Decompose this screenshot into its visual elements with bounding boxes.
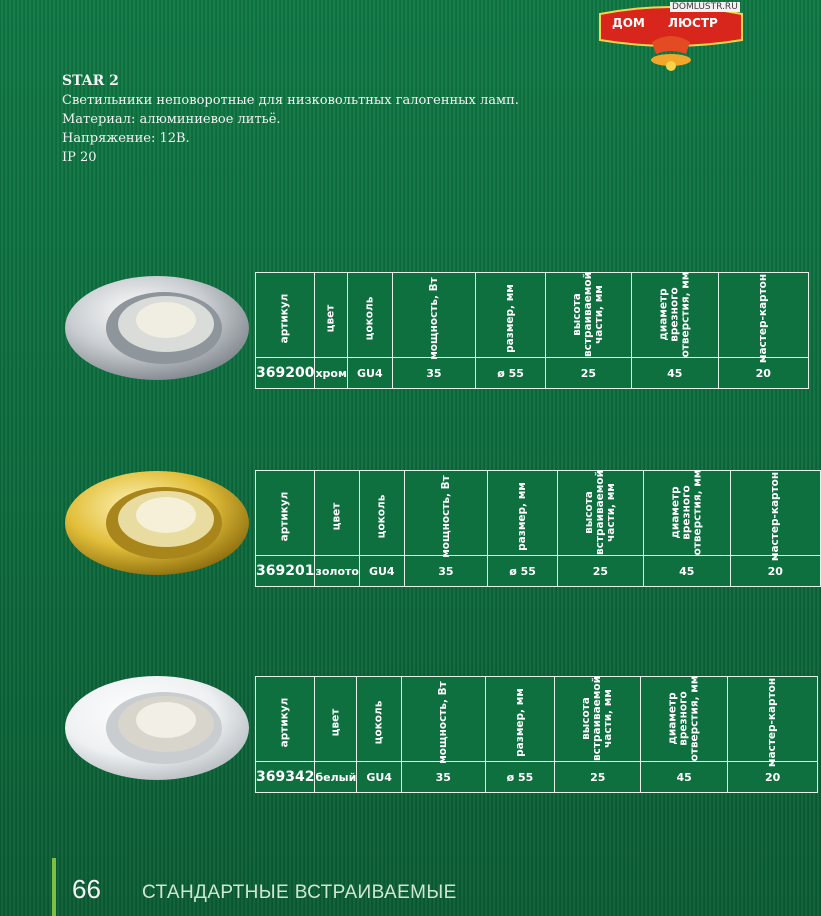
cell-size: ø 55 xyxy=(488,556,558,587)
col-color: цвет xyxy=(315,273,348,358)
series-title: STAR 2 xyxy=(62,73,119,89)
col-power: мощность, Вт xyxy=(392,273,476,358)
col-size: размер, мм xyxy=(485,677,555,762)
spec-data-row xyxy=(256,358,809,389)
col-height: высота встраиваемой части, мм xyxy=(557,471,643,556)
cell-size: ø 55 xyxy=(485,762,555,793)
col-article: артикул xyxy=(256,471,315,556)
cell-cutout: 45 xyxy=(643,556,730,587)
lamp-image-chrome xyxy=(62,270,252,390)
col-master-box: мастер-картон xyxy=(730,471,820,556)
cell-article: 369201 xyxy=(256,556,315,587)
material-line: Материал: алюминиевое литьё. xyxy=(62,112,281,127)
logo-word-right: ЛЮСТР xyxy=(668,16,718,30)
domlustr-logo xyxy=(596,4,746,72)
cell-master-box: 20 xyxy=(730,556,820,587)
spec-table-369200 xyxy=(255,272,809,389)
col-size: размер, мм xyxy=(476,273,546,358)
cell-power: 35 xyxy=(392,358,476,389)
col-article: артикул xyxy=(256,677,315,762)
col-cutout: диаметр врезного отверстия, мм xyxy=(641,677,728,762)
cell-color: белый xyxy=(315,762,357,793)
voltage-line: Напряжение: 12В. xyxy=(62,131,190,146)
col-socket: цоколь xyxy=(347,273,392,358)
col-color: цвет xyxy=(315,471,360,556)
section-title: СТАНДАРТНЫЕ ВСТРАИВАЕМЫЕ xyxy=(142,882,457,903)
col-power: мощность, Вт xyxy=(404,471,488,556)
product-description xyxy=(62,72,519,167)
spec-header-row xyxy=(256,677,818,762)
cell-socket: GU4 xyxy=(359,556,404,587)
cell-height: 25 xyxy=(555,762,641,793)
cell-color: золото xyxy=(315,556,360,587)
cell-socket: GU4 xyxy=(357,762,402,793)
cell-article: 369342 xyxy=(256,762,315,793)
cell-master-box: 20 xyxy=(718,358,808,389)
spec-table-369201 xyxy=(255,470,821,587)
spec-header-row xyxy=(256,471,821,556)
col-height: высота встраиваемой части, мм xyxy=(555,677,641,762)
spec-data-row xyxy=(256,556,821,587)
col-size: размер, мм xyxy=(488,471,558,556)
cell-article: 369200 xyxy=(256,358,315,389)
page-number: 66 xyxy=(72,874,101,904)
cell-power: 35 xyxy=(404,556,488,587)
spec-header-row xyxy=(256,273,809,358)
col-power: мощность, Вт xyxy=(401,677,485,762)
logo-word-left: ДОМ xyxy=(612,16,645,30)
spec-table-369342 xyxy=(255,676,818,793)
footer-accent-bar xyxy=(52,858,56,916)
cell-master-box: 20 xyxy=(728,762,818,793)
col-height: высота встраиваемой части, мм xyxy=(545,273,631,358)
col-socket: цоколь xyxy=(359,471,404,556)
cell-cutout: 45 xyxy=(641,762,728,793)
cell-socket: GU4 xyxy=(347,358,392,389)
cell-size: ø 55 xyxy=(476,358,546,389)
description-line: Светильники неповоротные для низковольтных галогенных ламп. xyxy=(62,93,519,108)
ip-rating-line: IP 20 xyxy=(62,150,97,165)
lamp-image-white xyxy=(62,670,252,790)
cell-cutout: 45 xyxy=(631,358,718,389)
col-color: цвет xyxy=(315,677,357,762)
cell-height: 25 xyxy=(545,358,631,389)
col-master-box: мастер-картон xyxy=(718,273,808,358)
col-cutout: диаметр врезного отверстия, мм xyxy=(631,273,718,358)
col-cutout: диаметр врезного отверстия, мм xyxy=(643,471,730,556)
cell-color: хром xyxy=(315,358,348,389)
col-master-box: мастер-картон xyxy=(728,677,818,762)
logo-site-text: DOMLUSTR.RU xyxy=(672,2,738,12)
col-socket: цоколь xyxy=(357,677,402,762)
cell-height: 25 xyxy=(557,556,643,587)
spec-data-row xyxy=(256,762,818,793)
cell-power: 35 xyxy=(401,762,485,793)
col-article: артикул xyxy=(256,273,315,358)
lamp-image-gold xyxy=(62,465,252,583)
